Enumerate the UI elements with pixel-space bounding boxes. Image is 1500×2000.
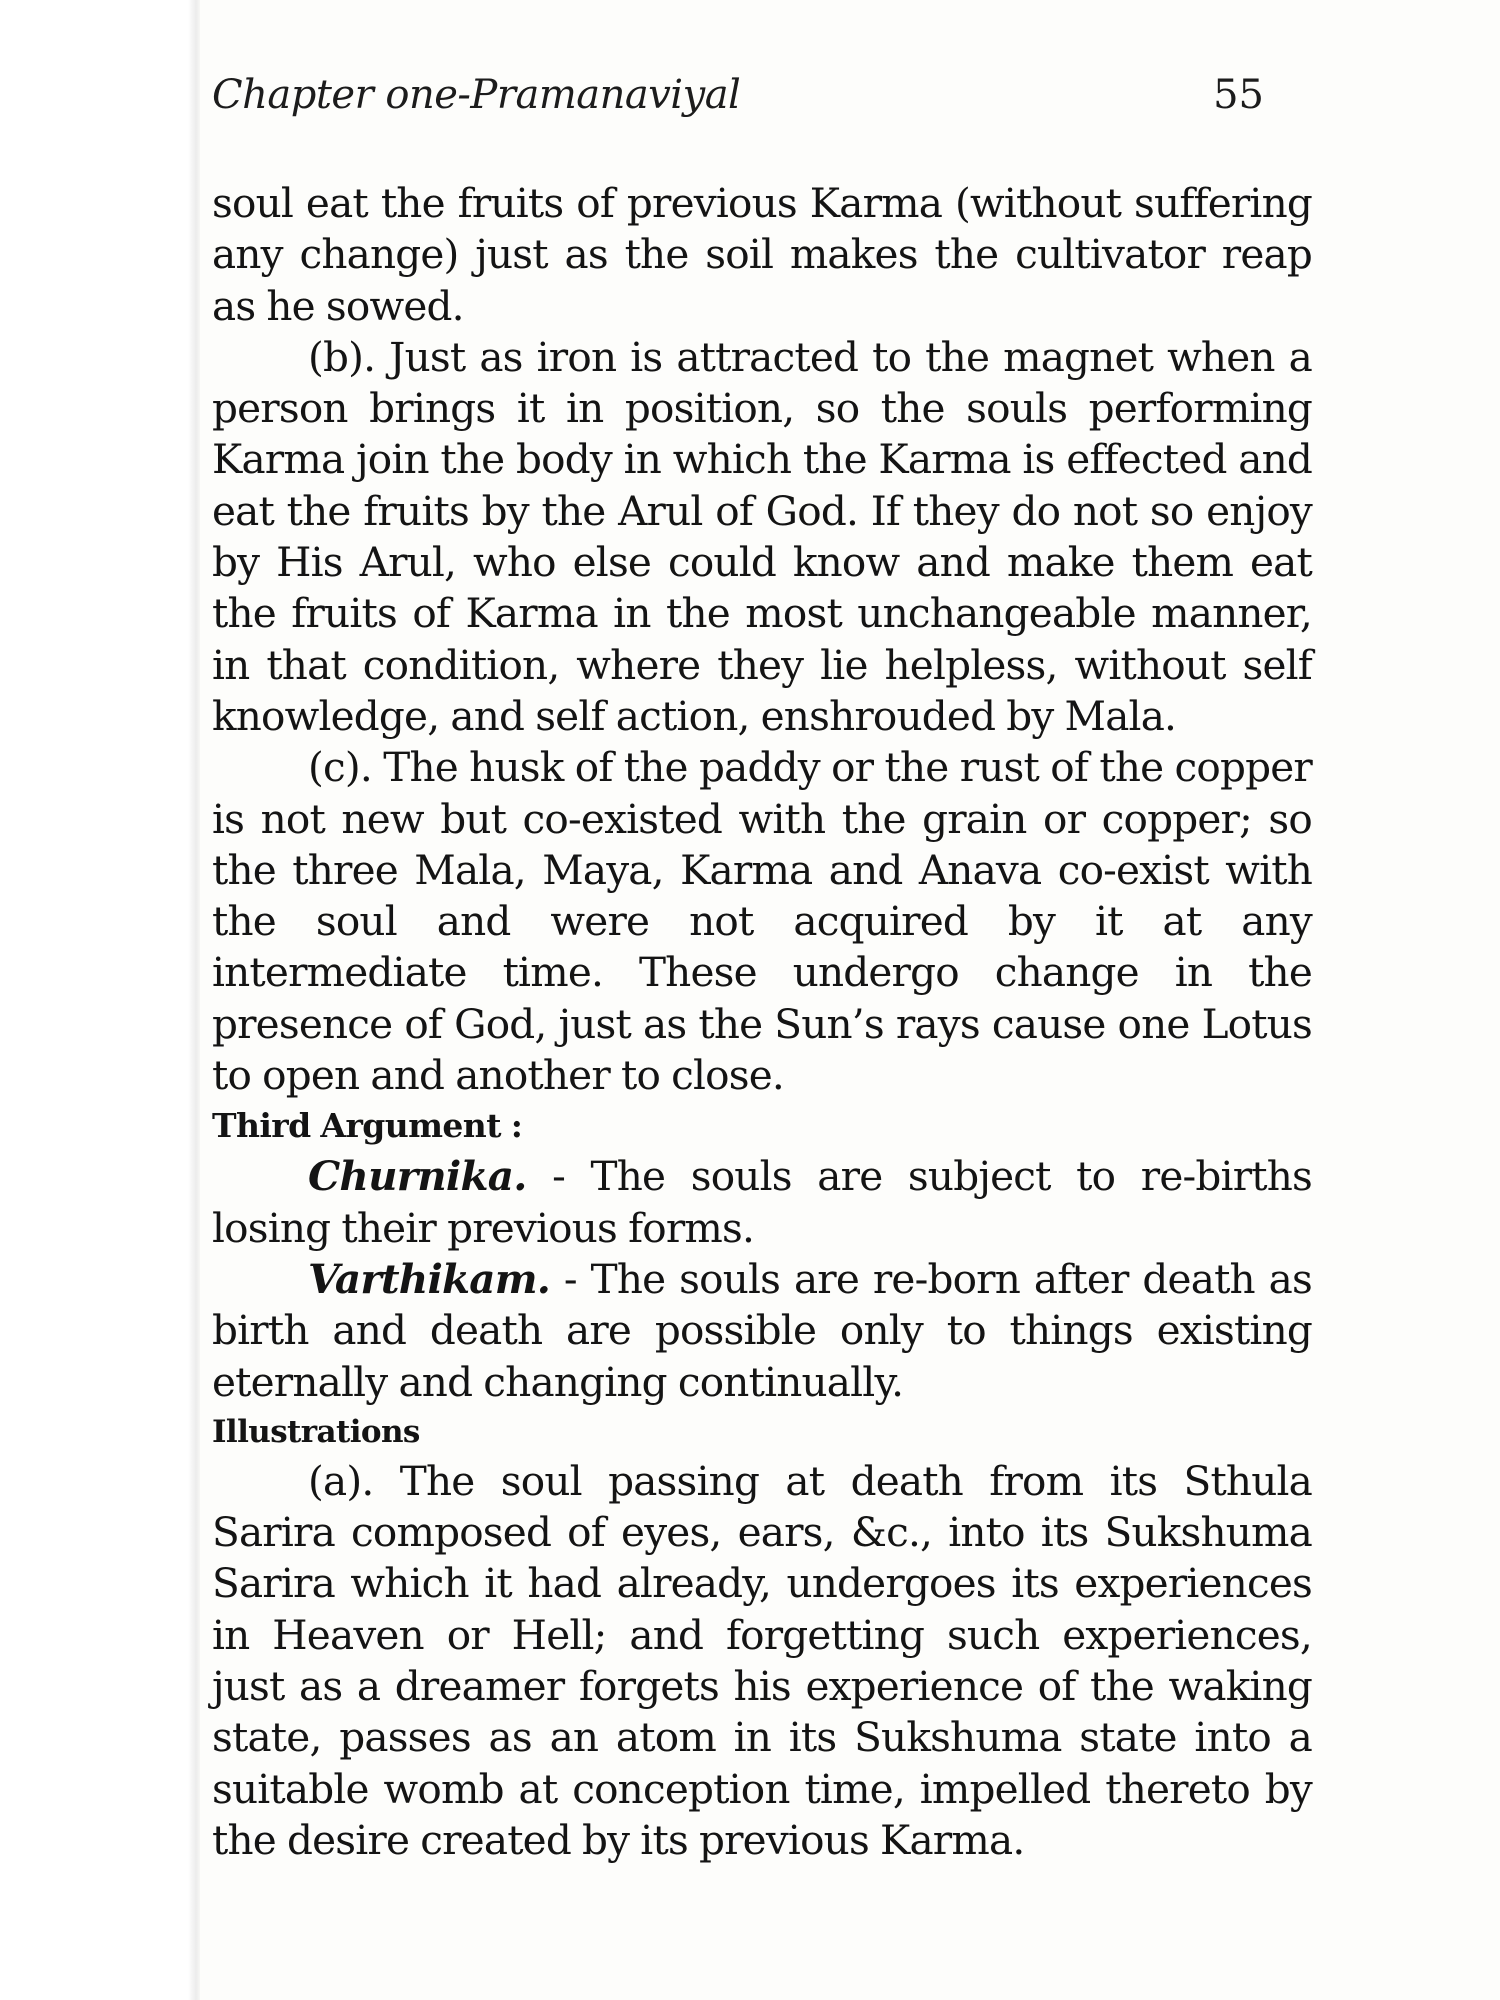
illustration-a: (a). The soul passing at death from its Sthula Sarira composed of eyes, ears, &c., into its Sukshuma Sarira which it had already, undergoes its experiences in Heaven or Hell; and forgetting such experiences, just as a dreamer forgets his experience of the waking state, passes as an atom in its Sukshuma state into a suitable womb at conception time, impelled thereto by the desire created by its previous Karma. bbox=[212, 1456, 1312, 1864]
scan-edge-shadow bbox=[0, 0, 200, 2000]
page-body bbox=[212, 178, 1312, 1866]
section-heading-third-argument: Third Argument : bbox=[212, 1106, 523, 1146]
paragraph-b: (b). Just as iron is attracted to the magnet when a person brings it in position, so the souls performing Karma join the body in which the Karma is effected and eat the fruits by the Arul of God. If they do not so enjoy by His Arul, who else could know and make them eat the fruits of Karma in the most unchangeable manner, in that condition, where they lie helpless, without self knowledge, and self action, enshrouded by Mala. bbox=[212, 332, 1312, 740]
churnika-term: Churnika. bbox=[308, 1152, 527, 1201]
section-heading-illustrations: Illustrations bbox=[212, 1413, 420, 1450]
page-number: 55 bbox=[1213, 72, 1264, 118]
churnika-paragraph bbox=[212, 1151, 1312, 1254]
paragraph-c: (c). The husk of the paddy or the rust of the copper is not new but co-existed with the grain or copper; so the three Mala, Maya, Karma and Anava co-exist with the soul and were not acquired by it at any intermediate time. These undergo change in the presence of God, just as the Sun’s rays cause one Lotus to open and another to close. bbox=[212, 743, 1312, 1100]
varthikam-text: - The souls are re-born after death as birth and death are possible only to things existing eternally and changing continually. bbox=[212, 1254, 1312, 1406]
page-header bbox=[212, 72, 1274, 132]
churnika-text: - The souls are subject to re-births losing their previous forms. bbox=[212, 1152, 1312, 1252]
running-title: Chapter one-Pramanaviyal bbox=[212, 72, 741, 118]
varthikam-term: Varthikam. bbox=[308, 1254, 551, 1303]
paragraph-continuation: soul eat the fruits of previous Karma (without suffering any change) just as the soil makes the cultivator reap as he sowed. bbox=[212, 179, 1312, 330]
varthikam-paragraph bbox=[212, 1254, 1312, 1408]
